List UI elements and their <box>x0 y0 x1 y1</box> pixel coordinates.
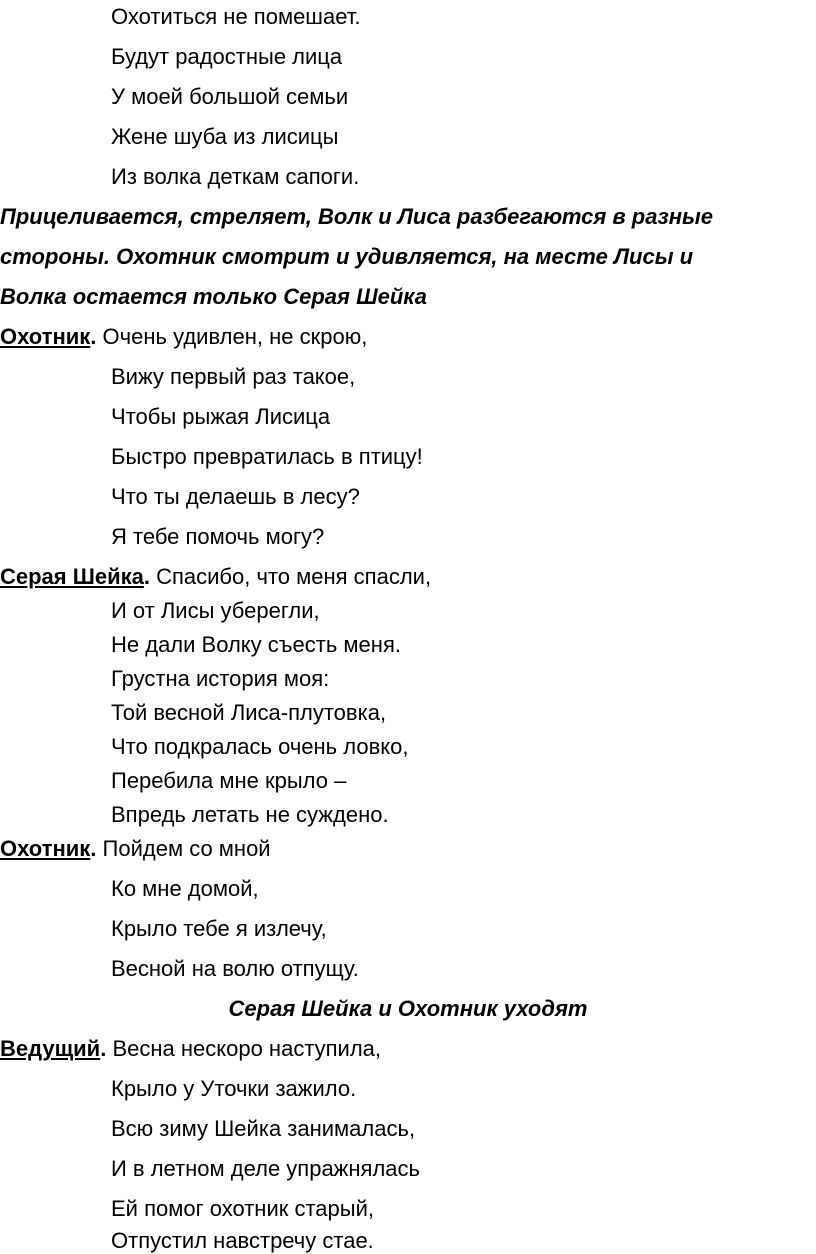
verse-line: Всю зиму Шейка занималась, <box>111 1116 416 1141</box>
verse-line: Жене шуба из лисицы <box>111 124 339 149</box>
speaker-dot: . <box>100 1036 107 1061</box>
verse-line: И в летном деле упражнялась <box>111 1156 420 1181</box>
speaker-dot: . <box>143 564 150 589</box>
speaker-dot: . <box>90 836 97 861</box>
speech-first-line <box>0 564 431 590</box>
verse-line: Будут радостные лица <box>111 44 343 69</box>
verse-line: Впредь летать не суждено. <box>111 802 389 827</box>
verse-line: Не дали Волку съесть меня. <box>111 632 401 657</box>
stage-direction-line: стороны. Охотник смотрит и удивляется, на месте Лисы и <box>0 244 694 269</box>
speaker-name: Серая Шейка <box>0 564 144 589</box>
verse-line: Ко мне домой, <box>111 876 259 901</box>
speech-text: Спасибо, что меня спасли, <box>156 564 432 589</box>
verse-line: Перебила мне крыло – <box>111 768 347 793</box>
speech-first-line <box>0 836 271 862</box>
verse-line: Отпустил навстречу стае. <box>111 1228 374 1253</box>
verse-line: Грустна история моя: <box>111 666 330 691</box>
verse-line: У моей большой семьи <box>111 84 349 109</box>
speaker-dot: . <box>90 324 97 349</box>
speech-first-line <box>0 324 367 350</box>
speech-text: Пойдем со мной <box>102 836 271 861</box>
verse-line: Из волка деткам сапоги. <box>111 164 360 189</box>
stage-direction-line: Волка остается только Серая Шейка <box>0 284 427 309</box>
verse-line: Крыло тебе я излечу, <box>111 916 327 941</box>
verse-line: Я тебе помочь могу? <box>111 524 325 549</box>
verse-line: Вижу первый раз такое, <box>111 364 356 389</box>
verse-line: Ей помог охотник старый, <box>111 1196 374 1221</box>
verse-line: Что подкралась очень ловко, <box>111 734 409 759</box>
verse-line: Что ты делаешь в лесу? <box>111 484 360 509</box>
verse-line: Крыло у Уточки зажило. <box>111 1076 357 1101</box>
verse-line: Той весной Лиса-плутовка, <box>111 700 387 725</box>
speech-first-line <box>0 1036 381 1062</box>
verse-line: Охотиться не помешает. <box>111 4 361 29</box>
speaker-name: Охотник <box>0 836 91 861</box>
stage-direction-line: Прицеливается, стреляет, Волк и Лиса разбегаются в разные <box>0 204 714 229</box>
speech-text: Очень удивлен, не скрою, <box>102 324 368 349</box>
verse-line: Быстро превратилась в птицу! <box>111 444 423 469</box>
speech-text: Весна нескоро наступила, <box>112 1036 382 1061</box>
verse-line: Весной на волю отпущу. <box>111 956 359 981</box>
speaker-name: Ведущий <box>0 1036 101 1061</box>
verse-line: Чтобы рыжая Лисица <box>111 404 331 429</box>
stage-direction-centered: Серая Шейка и Охотник уходят <box>228 996 588 1021</box>
speaker-name: Охотник <box>0 324 91 349</box>
verse-line: И от Лисы уберегли, <box>111 598 320 623</box>
